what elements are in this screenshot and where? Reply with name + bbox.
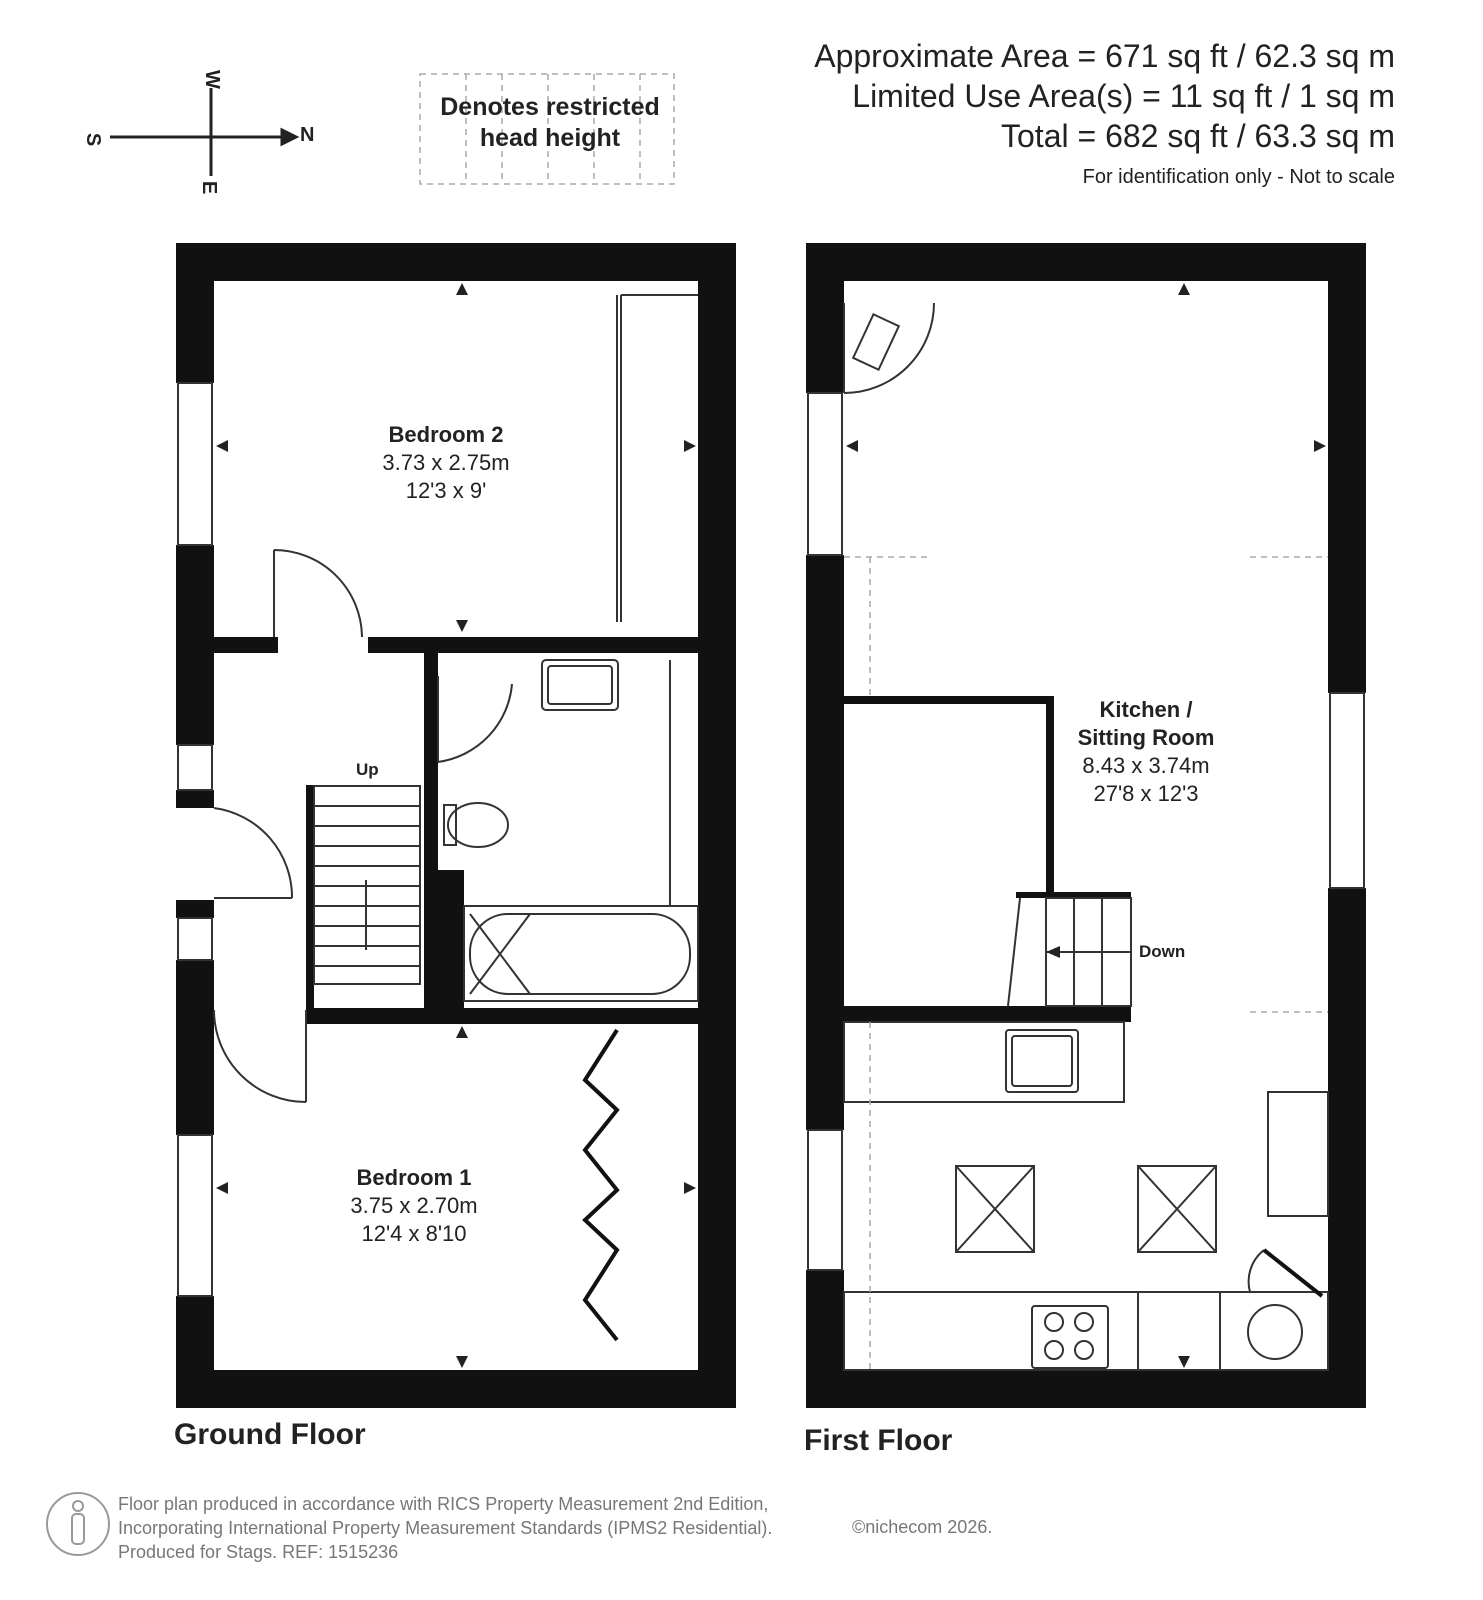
room-kitchen-sitting (1036, 696, 1256, 808)
restricted-height-legend (418, 92, 682, 154)
restricted-height-lines (844, 557, 1328, 1370)
room-name: Bedroom 2 (388, 422, 504, 447)
legend-line1: Denotes restricted (440, 93, 660, 121)
compass-east: E (198, 180, 221, 195)
legend-line2: head height (479, 124, 621, 152)
stairs-down-label: Down (1139, 942, 1186, 961)
person-icon (47, 1493, 109, 1555)
room-name-line1: Kitchen / (1099, 697, 1193, 722)
stairs-up-label: Up (356, 760, 379, 779)
compass-north: N (300, 124, 315, 146)
total-area-text: Total = 682 sq ft / 63.3 sq m (1001, 118, 1395, 154)
room-name-line2: Sitting Room (1077, 725, 1215, 750)
room-bedroom-1 (304, 1164, 524, 1248)
copyright-text: ©nichecom 2026. (852, 1517, 993, 1537)
room-metric: 3.75 x 2.70m (350, 1193, 478, 1218)
compass-rose (110, 88, 296, 176)
footer-line2: Incorporating International Property Measurement Standards (IPMS2 Residential). (118, 1518, 773, 1538)
compass-west: W (200, 70, 223, 89)
room-metric: 3.73 x 2.75m (382, 450, 510, 475)
compass-south: S (82, 132, 105, 147)
first-floor-lines (808, 303, 1364, 1370)
room-imperial: 27'8 x 12'3 (1093, 781, 1199, 806)
ground-floor-label: Ground Floor (174, 1418, 366, 1451)
footer-line1: Floor plan produced in accordance with RICS Property Measurement 2nd Edition, (118, 1494, 769, 1514)
room-bedroom-2 (336, 421, 556, 505)
room-name: Bedroom 1 (356, 1165, 472, 1190)
approx-area-text: Approximate Area = 671 sq ft / 62.3 sq m (814, 38, 1395, 74)
not-to-scale-note: For identification only - Not to scale (1082, 166, 1395, 188)
first-floor-walls (806, 243, 1366, 1408)
room-imperial: 12'3 x 9' (405, 478, 487, 503)
footer-notes (118, 1492, 772, 1564)
room-imperial: 12'4 x 8'10 (361, 1221, 467, 1246)
first-floor-label: First Floor (804, 1424, 953, 1457)
room-metric: 8.43 x 3.74m (1082, 753, 1210, 778)
limited-use-area-text: Limited Use Area(s) = 11 sq ft / 1 sq m (852, 78, 1395, 114)
footer-line3: Produced for Stags. REF: 1515236 (118, 1542, 399, 1562)
